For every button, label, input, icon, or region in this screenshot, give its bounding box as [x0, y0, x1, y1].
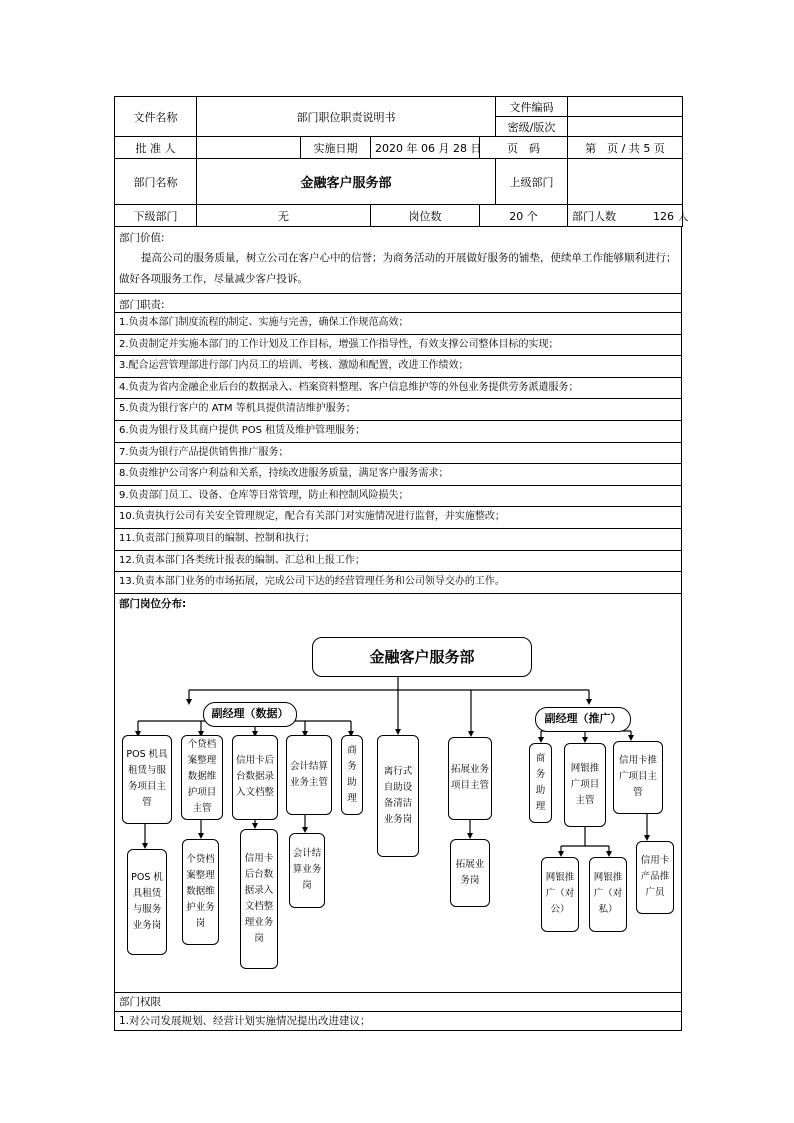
duty-item: 6.负责为银行及其商户提供 POS 租赁及维护管理服务； — [115, 420, 681, 442]
duty-item: 5.负责为银行客户的 ATM 等机具提供清洁维护服务； — [115, 398, 681, 420]
file-name-label: 文件名称 — [115, 97, 197, 137]
biz-asst-1-label: 商务助理 — [347, 744, 357, 804]
acct-lead-box — [286, 735, 332, 815]
header-table — [114, 96, 689, 227]
netbank-private-label: 网银推广（对私） — [593, 872, 623, 916]
impl-date-value: 2020 年 06 月 28 日 — [371, 137, 480, 159]
duty-item: 3.配合运营管理部进行部门内员工的培训、考核、激励和配置，改进工作绩效； — [115, 355, 681, 377]
duty-item: 13.负责本部门业务的市场拓展，完成公司下达的经营管理任务和公司领导交办的工作。 — [115, 571, 681, 593]
expand-lead-box — [448, 737, 492, 820]
archive-lead-label: 个贷档案整理数据维护项目主管 — [187, 739, 217, 815]
sub-dept-value: 无 — [197, 205, 371, 227]
netbank-public-box — [541, 857, 579, 932]
duty-item: 10.负责执行公司有关安全管理规定，配合有关部门对实施情况进行监督，并实施整改； — [115, 506, 681, 528]
pos-lead-box — [122, 735, 172, 824]
biz-asst-1-box — [341, 735, 363, 815]
sub-dept-label: 下级部门 — [115, 205, 197, 227]
duty-item: 1.负责本部门制度流程的制定、实施与完善，确保工作规范高效； — [115, 312, 681, 334]
headcount-value: 126 人 — [653, 209, 689, 223]
card-promo-post-box — [636, 841, 674, 914]
post-count-value: 20 个 — [480, 205, 568, 227]
value-text: 提高公司的服务质量，树立公司在客户心中的信誉；为商务活动的开展做好服务的铺垫，使续单工作能够顺利进行；做好各项服务工作，尽量减少客户投诉。 — [119, 252, 677, 285]
netbank-private-box — [589, 857, 627, 932]
netbank-public-label: 网银推广（对公） — [545, 872, 575, 916]
page-label: 页 码 — [480, 137, 568, 159]
deputy-data-box — [203, 702, 297, 727]
org-section — [114, 594, 682, 993]
expand-post-label: 拓展业务岗 — [455, 858, 485, 886]
acct-post-label: 会计结算业务岗 — [292, 848, 322, 892]
pos-post-box — [127, 849, 167, 955]
deputy-promo-label: 副经理（推广） — [544, 712, 622, 726]
approver-label: 批 准 人 — [115, 137, 197, 159]
approver-value — [197, 137, 301, 159]
card-post-box — [240, 829, 278, 969]
card-lead-box — [232, 735, 278, 820]
netbank-lead-box — [564, 743, 606, 827]
duty-item: 11.负责部门预算项目的编制、控制和执行； — [115, 528, 681, 550]
org-root-label: 金融客户服务部 — [369, 647, 475, 666]
deputy-data-label: 副经理（数据） — [211, 707, 289, 721]
deputy-promo-box — [535, 707, 631, 732]
duty-item: 2.负责制定并实施本部门的工作计划及工作目标，增强工作指导性，有效支撑公司整体目标的实现； — [115, 334, 681, 356]
atm-post-box — [377, 735, 419, 857]
org-title: 部门岗位分布: — [119, 597, 187, 610]
duties-section — [114, 294, 682, 594]
permissions-section — [114, 993, 682, 1031]
upper-dept-label: 上级部门 — [496, 159, 568, 205]
headcount-cell — [568, 205, 689, 227]
document-page — [114, 96, 689, 1031]
duty-item: 8.负责维护公司客户利益和关系，持续改进服务质量，满足客户服务需求； — [115, 463, 681, 485]
archive-post-label: 个贷档案整理数据维护业务岗 — [186, 853, 215, 929]
dept-name-value: 金融客户服务部 — [197, 159, 496, 205]
biz-asst-2-box — [529, 743, 552, 823]
expand-post-box — [450, 839, 490, 907]
page-value: 第 页 / 共 5 页 — [568, 137, 683, 159]
value-title: 部门价值: — [119, 232, 165, 244]
acct-lead-label: 会计结算业务主管 — [289, 760, 328, 788]
duty-item: 7.负责为银行产品提供销售推广服务； — [115, 442, 681, 464]
card-promo-lead-box — [613, 741, 663, 814]
permissions-title: 部门权限 — [119, 995, 161, 1008]
archive-lead-box — [181, 735, 223, 820]
duty-item: 4.负责为省内金融企业后台的数据录入、档案资料整理、客户信息维护等的外包业务提供劳务派遣服务； — [115, 377, 681, 399]
post-count-label: 岗位数 — [371, 205, 480, 227]
org-chart — [115, 614, 681, 992]
duties-title: 部门职责: — [119, 299, 165, 311]
expand-lead-label: 拓展业务项目主管 — [451, 764, 490, 792]
permission-item: 1.对公司发展规划、经营计划实施情况提出改进建议； — [115, 1011, 681, 1030]
pos-post-label: POS 机具租赁与服务业务岗 — [131, 871, 163, 931]
biz-asst-2-label: 商务助理 — [535, 752, 546, 812]
card-promo-lead-label: 信用卡推广项目主管 — [618, 755, 657, 799]
secrecy-label: 密级/版次 — [496, 117, 568, 137]
impl-date-label: 实施日期 — [301, 137, 371, 159]
pos-lead-label: POS 机具租赁与服务项目主管 — [126, 749, 168, 809]
card-post-label: 信用卡后台数据录入文档整理业务岗 — [244, 852, 274, 944]
archive-post-box — [182, 839, 219, 945]
file-code-value — [568, 97, 683, 117]
org-root-box — [312, 637, 532, 677]
secrecy-value — [568, 117, 683, 137]
upper-dept-value — [568, 159, 683, 205]
card-lead-label: 信用卡后台数据录入文档整 — [235, 755, 274, 799]
netbank-lead-label: 网银推广项目主管 — [570, 762, 600, 806]
dept-name-label: 部门名称 — [115, 159, 197, 205]
acct-post-box — [289, 833, 325, 908]
headcount-label: 部门人数 — [572, 209, 616, 223]
card-promo-post-label: 信用卡产品推广员 — [640, 855, 670, 899]
atm-post-label: 离行式自助设备清洁业务岗 — [383, 765, 413, 825]
duty-item: 12.负责本部门各类统计报表的编制、汇总和上报工作； — [115, 550, 681, 572]
duty-item: 9.负责部门员工、设备、仓库等日常管理，防止和控制风险损失； — [115, 485, 681, 507]
value-section — [114, 227, 682, 294]
file-code-label: 文件编码 — [496, 97, 568, 117]
file-name-value: 部门职位职责说明书 — [197, 97, 496, 137]
